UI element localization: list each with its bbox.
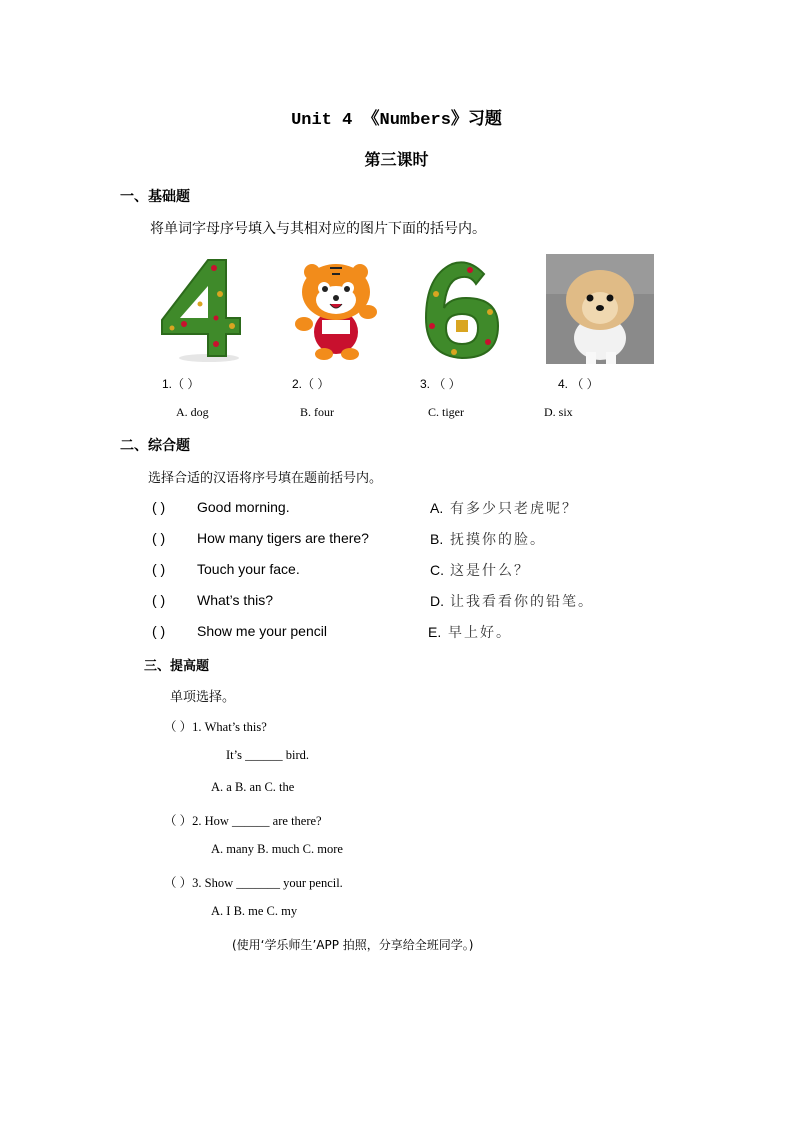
word-option-c: C. tiger <box>428 405 464 419</box>
question-text: Touch your face. <box>197 561 300 577</box>
section1-instruction: 将单词字母序号填入与其相对应的图片下面的括号内。 <box>150 221 486 237</box>
match-question-2 <box>152 530 369 546</box>
answer-letter: A. <box>430 500 444 516</box>
question-text: Good morning. <box>197 499 290 515</box>
footer-note: (使用‘学乐师生’APP 拍照，分享给全班同学。) <box>232 938 474 952</box>
answer-text: 有多少只老虎呢？ <box>450 501 578 517</box>
word-option-a: A. dog <box>176 405 209 419</box>
answer-text: 让我看看你的铅笔。 <box>450 594 594 610</box>
mc-question-1: （ ）1. What’s this? <box>164 720 267 734</box>
answer-blank: ( ) <box>152 499 166 515</box>
match-answer-e <box>428 622 512 642</box>
section3-heading: 三、提高题 <box>144 659 210 674</box>
mc-question-2: （ ）2. How ______ are there? <box>164 814 322 828</box>
page-title: Unit 4 《Numbers》习题 <box>291 111 502 130</box>
number-four-icon <box>154 254 252 364</box>
answer-letter: D. <box>430 593 444 609</box>
tiger-icon <box>286 254 386 364</box>
word-option-d: D. six <box>544 405 573 419</box>
match-question-5 <box>152 623 327 639</box>
match-question-1 <box>152 499 290 515</box>
mc-question-3: （ ）3. Show _______ your pencil. <box>164 876 343 890</box>
section3-instruction: 单项选择。 <box>170 690 236 705</box>
mc-question-2-options: A. many B. much C. more <box>211 842 343 856</box>
answer-letter: C. <box>430 562 444 578</box>
number-six-icon <box>414 254 512 364</box>
match-answer-c <box>430 560 530 580</box>
section2-instruction: 选择合适的汉语将序号填在题前括号内。 <box>148 471 383 486</box>
answer-text: 早上好。 <box>448 625 512 641</box>
section2-heading: 二、综合题 <box>120 438 190 454</box>
answer-text: 这是什么？ <box>450 563 530 579</box>
answer-blank: ( ) <box>152 561 166 577</box>
answer-letter: E. <box>428 624 442 640</box>
answer-blank: ( ) <box>152 592 166 608</box>
question-text: What’s this? <box>197 592 273 608</box>
mc-question-1-options: A. a B. an C. the <box>211 780 295 794</box>
match-answer-a <box>430 498 578 518</box>
answer-letter: B. <box>430 531 444 547</box>
picture-2-label: 2.（ ） <box>292 377 330 391</box>
mc-question-1-sentence: It’s ______ bird. <box>226 748 309 762</box>
question-text: How many tigers are there? <box>197 530 369 546</box>
word-option-b: B. four <box>300 405 334 419</box>
answer-blank: ( ) <box>152 530 166 546</box>
match-answer-d <box>430 591 594 611</box>
picture-4-label: 4. （ ） <box>558 377 599 391</box>
match-answer-b <box>430 529 546 549</box>
dog-icon <box>546 254 654 364</box>
question-text: Show me your pencil <box>197 623 327 639</box>
lesson-subtitle: 第三课时 <box>364 150 429 169</box>
picture-3-label: 3. （ ） <box>420 377 461 391</box>
answer-text: 抚摸你的脸。 <box>450 532 546 548</box>
answer-blank: ( ) <box>152 623 166 639</box>
match-question-4 <box>152 592 273 608</box>
picture-1-label: 1.（ ） <box>162 377 200 391</box>
mc-question-3-options: A. I B. me C. my <box>211 904 298 918</box>
match-question-3 <box>152 561 300 577</box>
section1-heading: 一、基础题 <box>120 189 190 205</box>
